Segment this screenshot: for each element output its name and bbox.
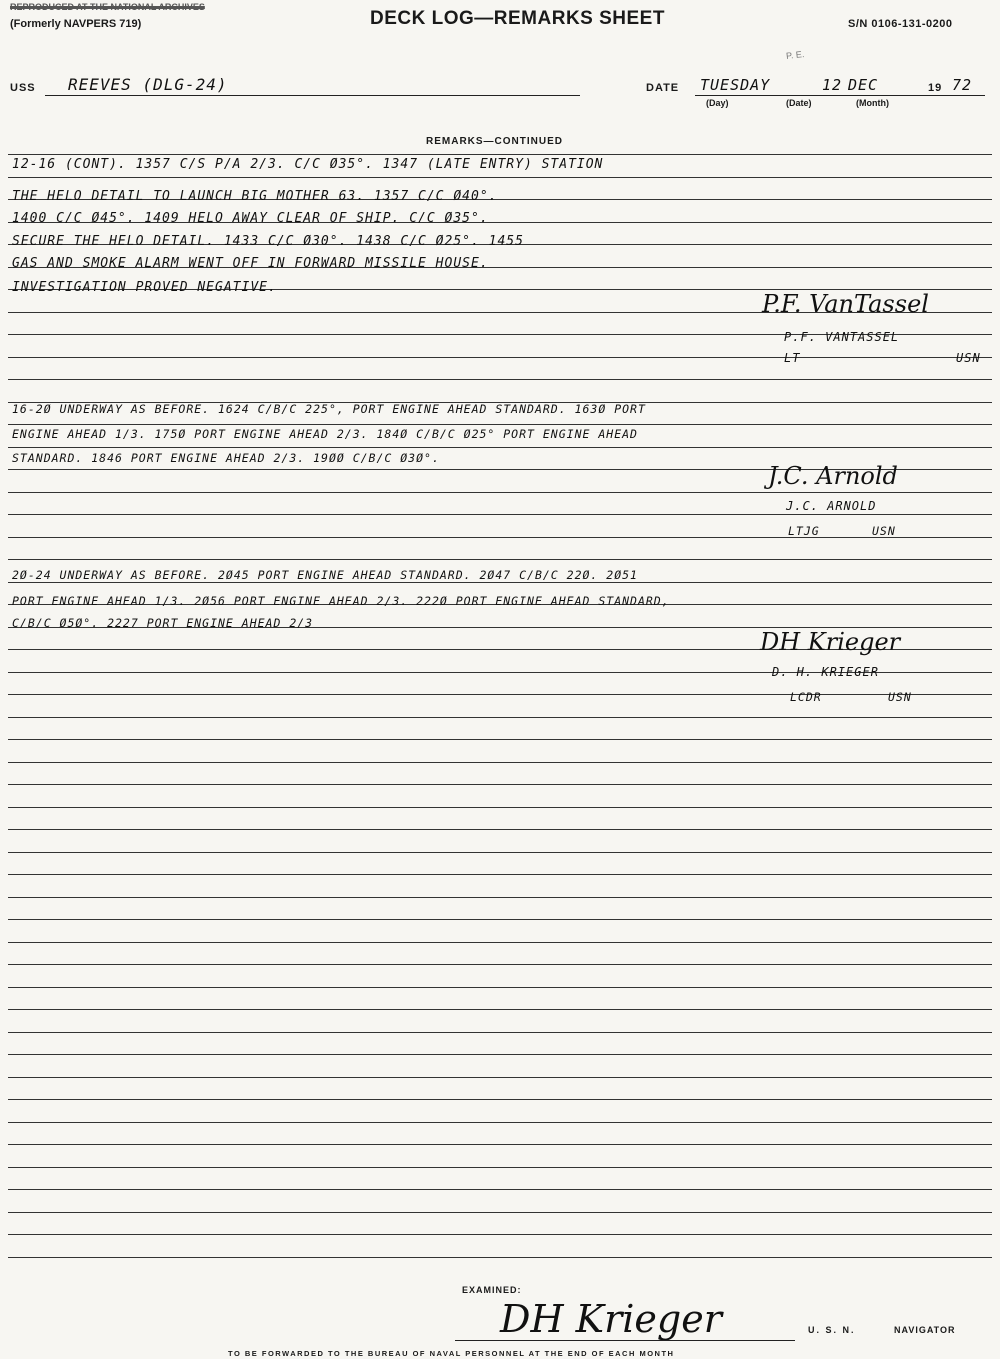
ruled-line: [8, 1212, 992, 1213]
ruled-line: [8, 942, 992, 943]
signature: J.C. Arnold: [768, 462, 898, 490]
ruled-line: [8, 829, 992, 830]
signer-rank: LT: [784, 351, 801, 365]
entry-line: THE HELO DETAIL TO LAUNCH BIG MOTHER 63. 1357 C/C Ø40°.: [12, 189, 498, 204]
signer-service: USN: [888, 690, 912, 704]
entry-line: ENGINE AHEAD 1/3. 175Ø PORT ENGINE AHEAD 2/3. 184Ø C/B/C Ø25° PORT ENGINE AHEAD: [12, 427, 638, 441]
entry-line: 12-16 (CONT). 1357 C/S P/A 2/3. C/C Ø35°. 1347 (LATE ENTRY) STATION: [12, 157, 604, 172]
ruled-line: [8, 447, 992, 448]
ruled-line: [8, 492, 992, 493]
stamp-text: P. E.: [785, 49, 805, 61]
ruled-line: [8, 424, 992, 425]
ruled-line: [8, 762, 992, 763]
ruled-line: [8, 514, 992, 515]
signer-rank: LCDR: [790, 690, 822, 704]
ruled-line: [8, 919, 992, 920]
date-year: 72: [952, 76, 973, 94]
ruled-line: [8, 1189, 992, 1190]
ruled-line: [8, 897, 992, 898]
examiner-signature: DH Krieger: [500, 1297, 722, 1341]
ruled-line: [8, 1144, 992, 1145]
remarks-continued-heading: REMARKS—CONTINUED: [426, 136, 563, 147]
date-caption: (Date): [786, 98, 812, 108]
entry-line: INVESTIGATION PROVED NEGATIVE.: [12, 280, 277, 295]
ruled-line: [8, 694, 992, 695]
ruled-line: [8, 1009, 992, 1010]
date-month: DEC: [848, 76, 879, 94]
entry-line: GAS AND SMOKE ALARM WENT OFF IN FORWARD MISSILE HOUSE.: [12, 256, 489, 271]
signer-service: USN: [956, 351, 981, 365]
ruled-line: [8, 739, 992, 740]
date-date: 12: [822, 76, 843, 94]
ruled-line: [8, 154, 992, 155]
signer-rank: LTJG: [788, 524, 820, 538]
ship-underline: [45, 95, 580, 96]
signer-name: P.F. VANTASSEL: [784, 330, 900, 344]
entry-line: 1400 C/C Ø45°. 1409 HELO AWAY CLEAR OF SHIP. C/C Ø35°.: [12, 211, 489, 226]
forward-note: TO BE FORWARDED TO THE BUREAU OF NAVAL PERSONNEL AT THE END OF EACH MONTH: [228, 1349, 675, 1358]
ruled-line: [8, 807, 992, 808]
ruled-line: [8, 874, 992, 875]
ruled-line: [8, 784, 992, 785]
serial-number: S/N 0106-131-0200: [848, 18, 953, 30]
date-day: TUESDAY: [700, 76, 771, 94]
month-caption: (Month): [856, 98, 889, 108]
signer-name: J.C. ARNOLD: [786, 499, 877, 513]
date-year-prefix: 19: [928, 82, 943, 94]
ship-name: REEVES (DLG-24): [68, 75, 228, 94]
ruled-line: [8, 964, 992, 965]
signature: DH Krieger: [760, 628, 901, 656]
signature: P.F. VanTassel: [762, 290, 929, 318]
ruled-line: [8, 379, 992, 380]
ruled-line: [8, 177, 992, 178]
ruled-line: [8, 559, 992, 560]
navigator-label: NAVIGATOR: [894, 1325, 956, 1335]
uss-label: USS: [10, 82, 36, 94]
stamp: [786, 49, 805, 61]
ruled-line: [8, 537, 992, 538]
ruled-line: [8, 1032, 992, 1033]
entry-line: 2Ø-24 UNDERWAY AS BEFORE. 2Ø45 PORT ENGINE AHEAD STANDARD. 2Ø47 C/B/C 22Ø. 2Ø51: [12, 568, 638, 582]
ruled-line: [8, 1077, 992, 1078]
form-line-obscured: REPRODUCED AT THE NATIONAL ARCHIVES: [10, 2, 205, 12]
ruled-line: [8, 987, 992, 988]
page-title: DECK LOG—REMARKS SHEET: [370, 8, 665, 29]
entry-line: 16-2Ø UNDERWAY AS BEFORE. 1624 C/B/C 225°, PORT ENGINE AHEAD STANDARD. 163Ø PORT: [12, 402, 646, 416]
ruled-line: [8, 1054, 992, 1055]
entry-line: SECURE THE HELO DETAIL. 1433 C/C Ø30°. 1438 C/C Ø25°. 1455: [12, 234, 524, 249]
ruled-line: [8, 717, 992, 718]
ruled-line: [8, 852, 992, 853]
examined-label: EXAMINED:: [462, 1285, 522, 1295]
date-underline: [695, 95, 985, 96]
signer-name: D. H. KRIEGER: [772, 665, 879, 679]
day-caption: (Day): [706, 98, 729, 108]
entry-line: C/B/C Ø5Ø°. 2227 PORT ENGINE AHEAD 2/3: [12, 616, 314, 630]
ruled-line: [8, 357, 992, 358]
date-label: DATE: [646, 82, 680, 94]
form-formerly: (Formerly NAVPERS 719): [10, 18, 142, 30]
ruled-line: [8, 1234, 992, 1235]
ruled-line: [8, 1099, 992, 1100]
ruled-line: [8, 1167, 992, 1168]
examiner-underline: [455, 1340, 795, 1341]
entry-line: STANDARD. 1846 PORT ENGINE AHEAD 2/3. 19ØØ C/B/C Ø3Ø°.: [12, 451, 440, 465]
usn-label: U. S. N.: [808, 1325, 856, 1335]
ruled-line: [8, 1122, 992, 1123]
entry-line: PORT ENGINE AHEAD 1/3. 2Ø56 PORT ENGINE AHEAD 2/3. 222Ø PORT ENGINE AHEAD STANDARD,: [12, 594, 670, 608]
ruled-line: [8, 1257, 992, 1258]
ruled-line: [8, 582, 992, 583]
signer-service: USN: [872, 524, 896, 538]
